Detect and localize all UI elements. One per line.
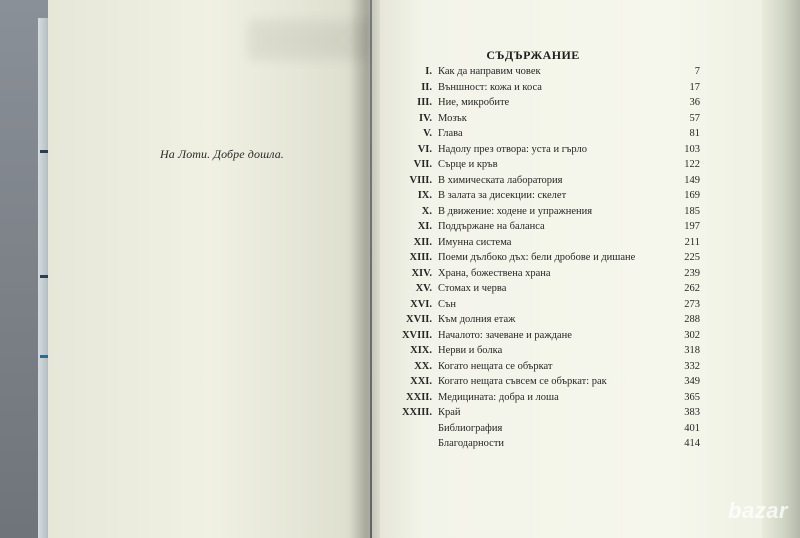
toc-entry-number: VIII. <box>409 174 432 186</box>
toc-entry-title: Нерви и болка <box>438 345 503 356</box>
toc-entry-page: 365 <box>684 391 700 403</box>
toc-entry <box>372 281 712 297</box>
toc-entry-number: XXII. <box>406 391 432 403</box>
toc-entry <box>372 312 712 328</box>
toc-entry <box>372 173 712 189</box>
page-stack-edge <box>762 0 800 538</box>
toc-entry-title: Ние, микробите <box>438 97 510 108</box>
toc-entry-number: VII. <box>413 159 432 170</box>
toc-entry-number: XVIII. <box>401 329 432 341</box>
toc-entry <box>372 188 712 204</box>
toc-entry-title: Медицината: добра и лоша <box>438 391 559 403</box>
toc-entry-number: IX. <box>417 190 432 201</box>
toc-entry-title: Библиография <box>438 422 503 434</box>
toc-entry-number: XV. <box>415 283 432 294</box>
toc-entry-title: Мозък <box>438 112 467 124</box>
toc-entry-page: 81 <box>689 128 700 139</box>
toc-entry-page: 225 <box>684 252 700 263</box>
toc-entry <box>372 359 712 375</box>
toc-entry-title: Когато нещата съвсем се объркат: рак <box>438 376 607 387</box>
toc-entry <box>372 266 712 282</box>
toc-entry-title: Поеми дълбоко дъх: бели дробове и дишане <box>438 252 636 263</box>
toc-entry <box>372 328 712 344</box>
toc-entry <box>372 436 712 452</box>
edge-mark <box>40 150 48 153</box>
toc-entry <box>372 374 712 390</box>
toc-entry-title: Край <box>438 407 461 418</box>
toc-entry-title: Надолу през отвора: уста и гърло <box>438 143 588 155</box>
toc-entry <box>372 204 712 220</box>
toc-entry <box>372 343 712 359</box>
toc-entry-page: 239 <box>684 267 700 279</box>
toc-entry-number: IV. <box>419 112 432 124</box>
toc-entry-page: 103 <box>684 143 700 155</box>
toc-entry-page: 211 <box>684 236 700 248</box>
toc-entry <box>372 250 712 266</box>
toc-entry-page: 414 <box>684 438 700 449</box>
toc-heading: СЪДЪРЖАНИЕ <box>486 48 580 62</box>
toc-entry-number: II. <box>421 81 432 93</box>
toc-entry-page: 262 <box>684 283 700 294</box>
toc-entry <box>372 126 712 142</box>
toc-entry-number: X. <box>421 205 432 217</box>
toc-entry <box>372 64 712 80</box>
toc-entry <box>372 219 712 235</box>
toc-entry-page: 36 <box>689 97 700 108</box>
toc-entry <box>372 390 712 406</box>
toc-entry-title: Към долния етаж <box>438 314 516 325</box>
toc-entry-page: 273 <box>684 298 700 310</box>
toc-entry-number: XII. <box>413 236 432 248</box>
toc-entry-title: Благодарности <box>438 438 505 449</box>
toc-entry-number: XVII. <box>406 314 432 325</box>
toc-entry-title: Глава <box>438 128 463 139</box>
left-page <box>48 0 370 538</box>
toc-entry-title: Имунна система <box>438 236 512 248</box>
toc-entry-title: Външност: кожа и коса <box>438 81 542 93</box>
toc-entry <box>372 157 712 173</box>
toc-entry-title: В движение: ходене и упражнения <box>438 205 593 217</box>
table-of-contents <box>372 64 712 452</box>
toc-entry-number: XIII. <box>409 252 432 263</box>
toc-entry-title: Храна, божествена храна <box>438 267 551 279</box>
toc-entry-number: XX. <box>414 360 432 372</box>
toc-entry-number: XIX. <box>410 345 432 356</box>
toc-entry-page: 197 <box>684 221 700 232</box>
toc-entry <box>372 80 712 96</box>
edge-mark <box>40 275 48 278</box>
toc-entry-number: XXIII. <box>401 407 432 418</box>
toc-entry-title: Когато нещата се объркат <box>438 360 553 372</box>
toc-entry-number: I. <box>425 66 432 77</box>
toc-entry-page: 149 <box>684 174 700 186</box>
toc-entry-number: III. <box>417 97 432 108</box>
toc-entry-page: 169 <box>684 190 700 201</box>
toc-entry-title: В залата за дисекции: скелет <box>438 190 567 201</box>
toc-entry-title: Стомах и черва <box>438 283 507 294</box>
dedication-text: На Лоти. Добре дошла. <box>160 147 284 161</box>
toc-entry <box>372 421 712 437</box>
toc-entry-title: Сън <box>438 298 457 310</box>
toc-entry-number: V. <box>423 128 432 139</box>
toc-entry <box>372 142 712 158</box>
toc-entry-page: 7 <box>694 66 700 77</box>
toc-entry <box>372 405 712 421</box>
toc-entry-number: XVI. <box>410 298 432 310</box>
toc-entry-page: 122 <box>684 159 700 170</box>
toc-entry-page: 318 <box>684 345 700 356</box>
toc-entry <box>372 95 712 111</box>
toc-entry-title: В химическата лаборатория <box>438 174 563 186</box>
toc-entry-page: 288 <box>684 314 700 325</box>
toc-entry-page: 185 <box>684 205 700 217</box>
toc-entry-page: 332 <box>684 360 700 372</box>
toc-entry-title: Началото: зачеване и раждане <box>438 329 572 341</box>
toc-entry <box>372 235 712 251</box>
toc-entry-page: 383 <box>684 407 700 418</box>
toc-entry-title: Сърце и кръв <box>438 159 498 170</box>
toc-entry-number: XI. <box>417 221 432 232</box>
toc-entry-title: Как да направим човек <box>438 66 541 77</box>
toc-entry-page: 57 <box>689 112 700 124</box>
toc-entry-page: 302 <box>684 329 700 341</box>
toc-entry-number: XXI. <box>410 376 432 387</box>
toc-entry-page: 401 <box>684 422 700 434</box>
toc-entry-page: 17 <box>689 81 700 93</box>
toc-entry-title: Поддържане на баланса <box>438 221 545 232</box>
toc-entry-page: 349 <box>684 376 700 387</box>
watermark-logo: bazar <box>728 498 788 523</box>
toc-entry-number: XIV. <box>411 267 432 279</box>
toc-entry <box>372 297 712 313</box>
toc-entry-number: VI. <box>417 143 432 155</box>
toc-entry <box>372 111 712 127</box>
edge-mark <box>40 355 48 358</box>
